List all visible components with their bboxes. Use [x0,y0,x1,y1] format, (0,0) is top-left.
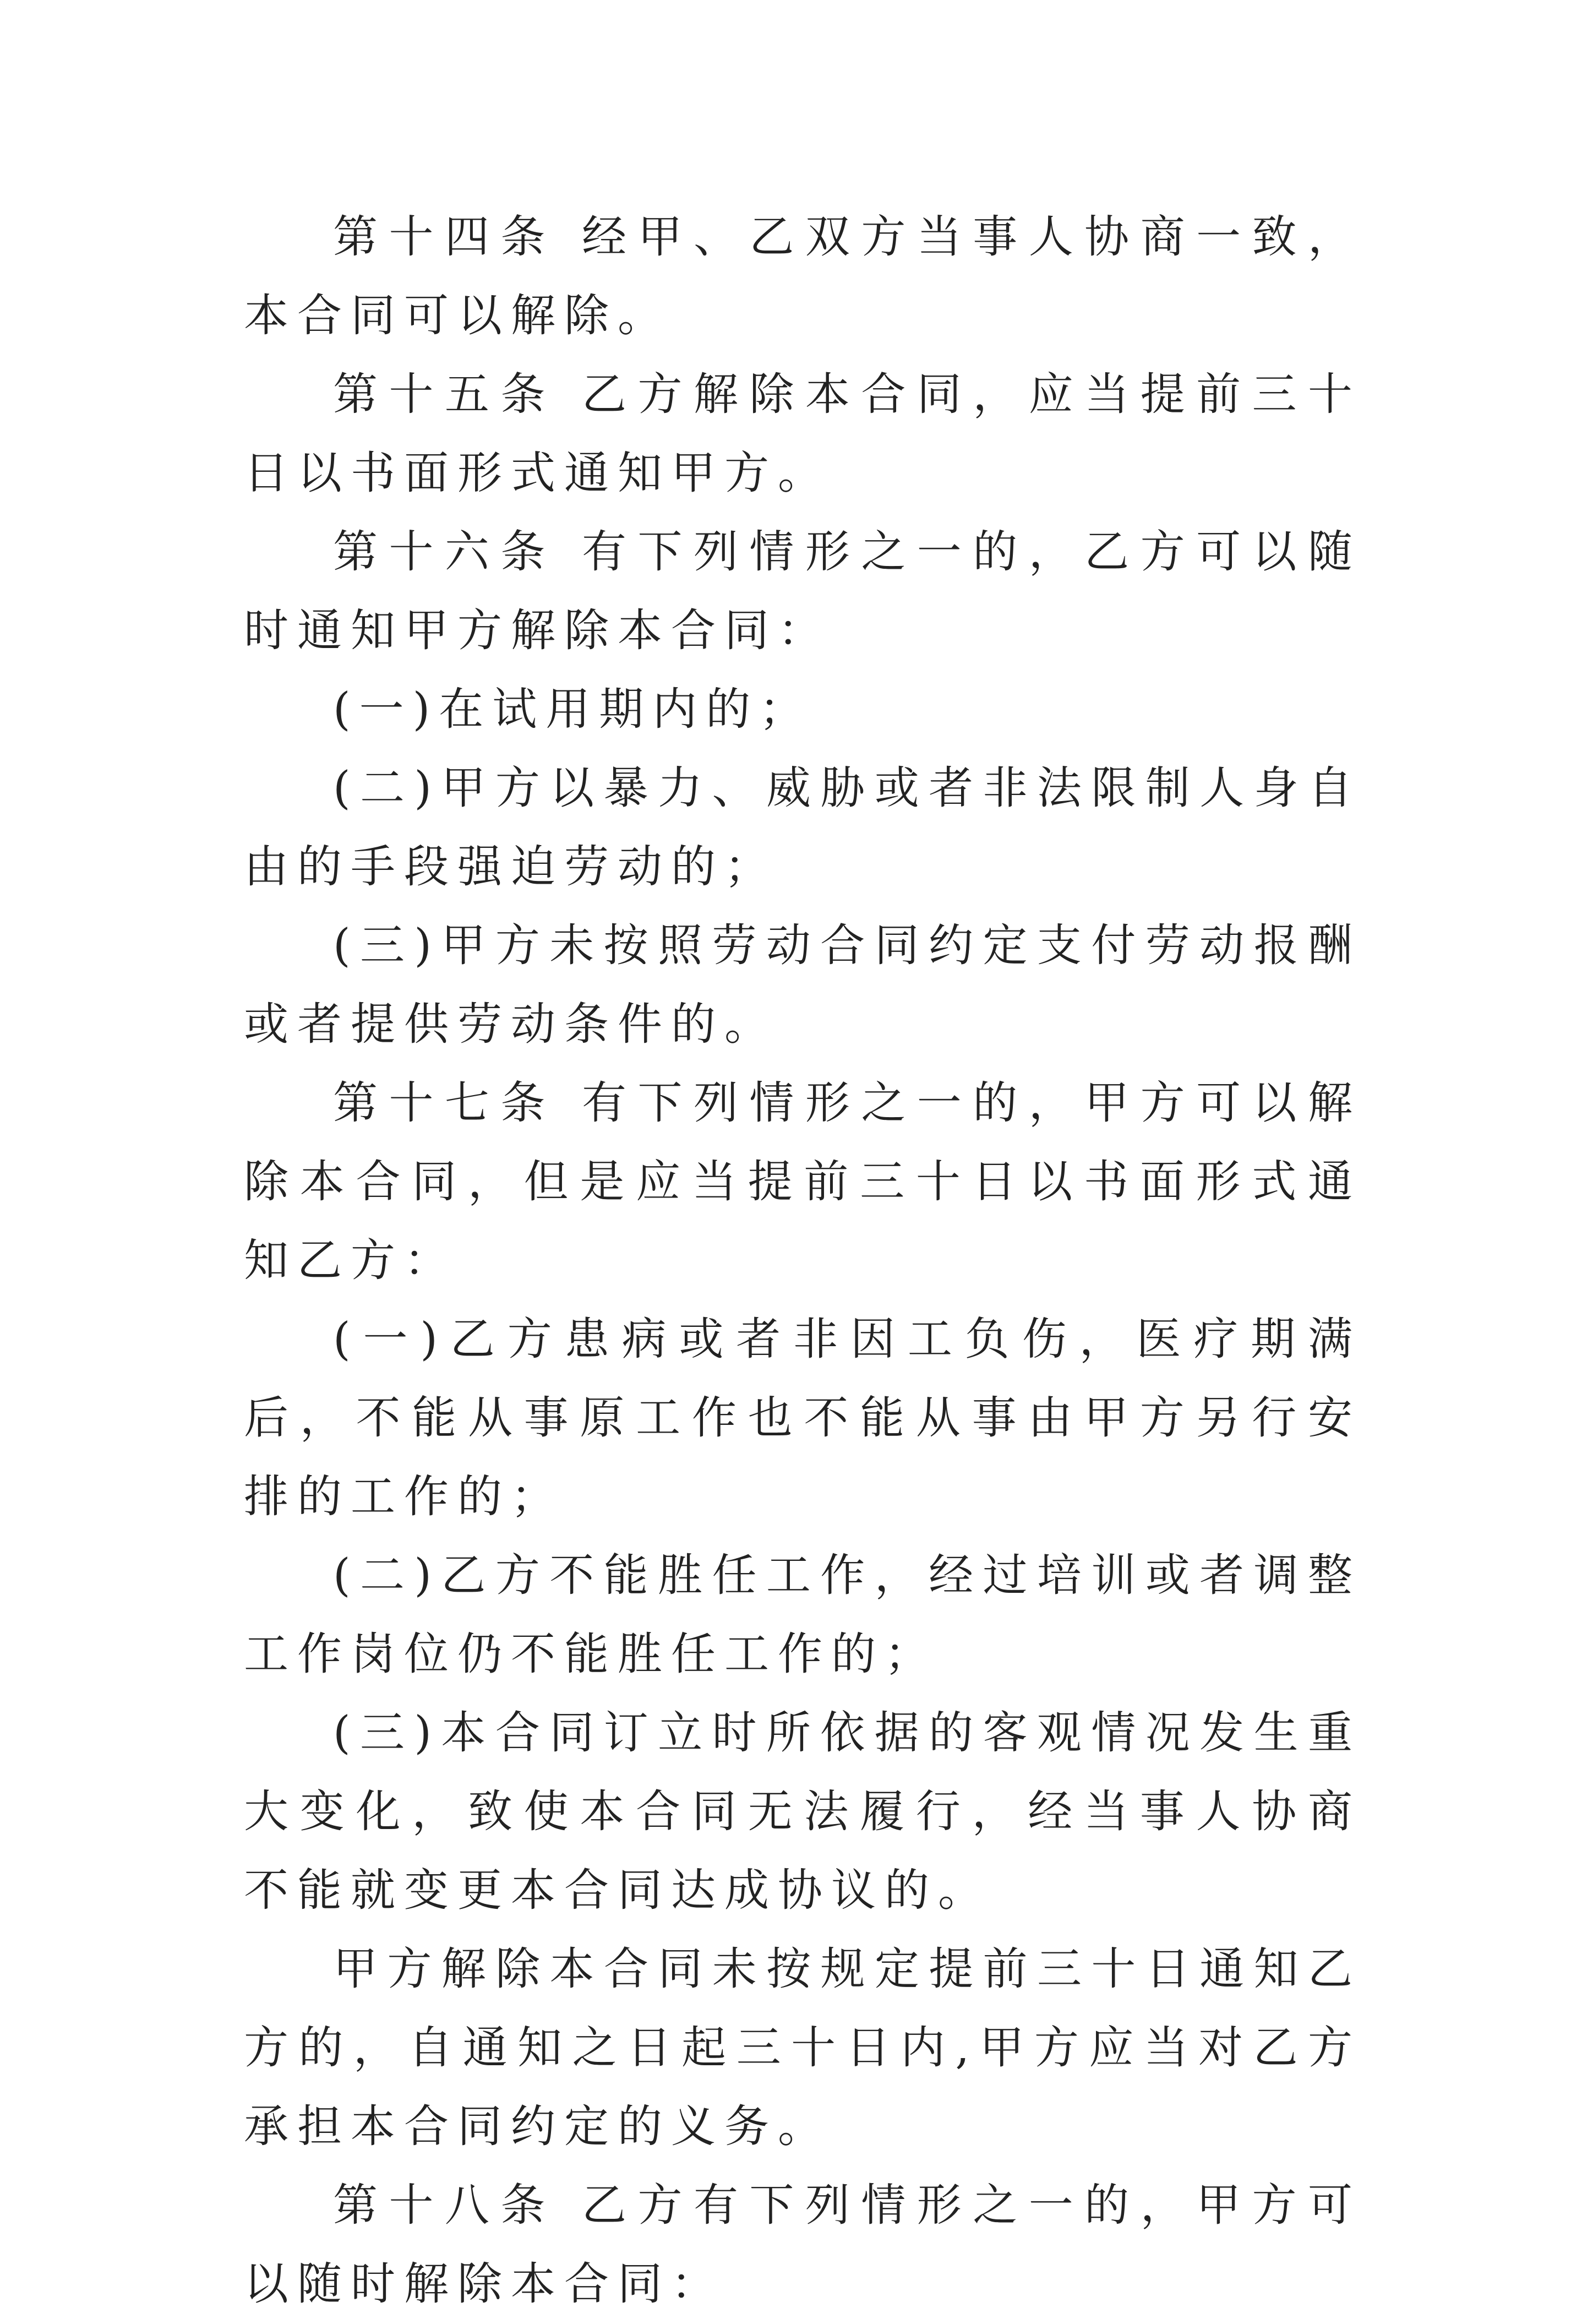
article-16-item-3: (三)甲方未按照劳动合同约定支付劳动报酬或者提供劳动条件的。 [244,920,1361,1051]
article-16: 第十六条 有下列情形之一的，乙方可以随时通知甲方解除本合同： [244,526,1361,657]
article-17-item-2: (二)乙方不能胜任工作，经过培训或者调整工作岗位仍不能胜任工作的； [244,1550,1361,1680]
article-15: 第十五条 乙方解除本合同，应当提前三十日以书面形式通知甲方。 [244,369,1361,499]
article-14: 第十四条 经甲、乙双方当事人协商一致，本合同可以解除。 [244,211,1361,342]
article-18: 第十八条 乙方有下列情形之一的，甲方可以随时解除本合同： [244,2180,1361,2310]
article-17-notice-clause: 甲方解除本合同未按规定提前三十日通知乙方的，自通知之日起三十日内,甲方应当对乙方承担本合同约定的义务。 [244,1944,1361,2153]
article-17-item-1: (一)乙方患病或者非因工负伤，医疗期满后，不能从事原工作也不能从事由甲方另行安排的工作的； [244,1314,1361,1523]
article-16-item-1: (一)在试用期内的； [333,684,813,736]
article-17: 第十七条 有下列情形之一的，甲方可以解除本合同，但是应当提前三十日以书面形式通知乙方： [244,1077,1361,1287]
article-16-item-2: (二)甲方以暴力、威胁或者非法限制人身自由的手段强迫劳动的； [244,763,1361,893]
article-17-item-3: (三)本合同订立时所依据的客观情况发生重大变化，致使本合同无法履行，经当事人协商不能就变更本合同达成协议的。 [244,1707,1361,1917]
document-body [244,198,1361,2324]
